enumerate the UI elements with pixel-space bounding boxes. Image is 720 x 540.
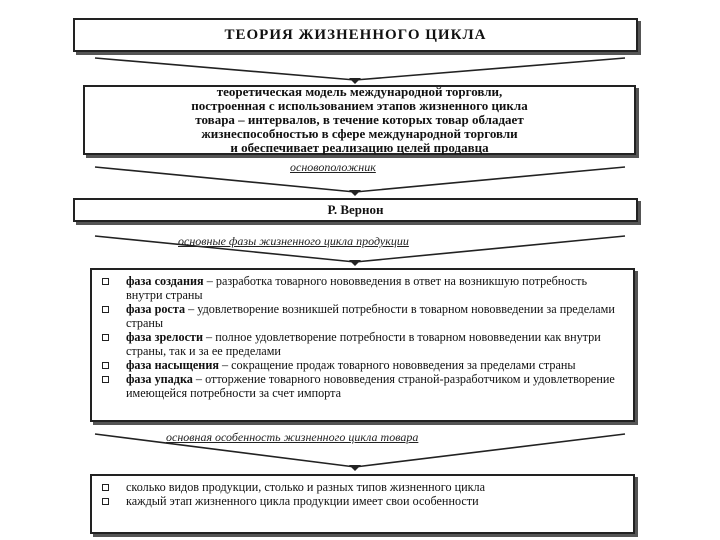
feature-label: основная особенность жизненного цикла товара [166, 430, 419, 444]
founder-name: Р. Вернон [327, 202, 384, 217]
founder-label: основоположник [290, 160, 376, 174]
square-bullet-icon [102, 376, 109, 383]
founder-box [73, 198, 638, 222]
phase-description: – разработка товарного нововведения в ответ на возникшую потребность внутри страны [126, 274, 588, 302]
definition-text: теоретическая модель международной торговли, построенная с использованием этапов жизненного цикла товара – интервалов, в течение которых товар обладает жизнеспособностью в сфере международной торговли и обеспечивает реализацию целей продавца [191, 84, 528, 155]
phase-item [100, 372, 625, 400]
phase-item [100, 274, 625, 302]
phase-item [100, 302, 625, 330]
phase-description: – полное удовлетворение потребности в товарном нововведении как внутри страны, так и за ее пределами [126, 330, 601, 358]
square-bullet-icon [102, 278, 109, 285]
phase-term: фаза зрелости [126, 330, 203, 344]
phase-item [100, 358, 625, 372]
phase-description: – удовлетворение возникшей потребности в товарном нововведении за пределами страны [126, 302, 615, 330]
square-bullet-icon [102, 498, 109, 505]
phase-item [100, 330, 625, 358]
feature-item [100, 494, 625, 508]
square-bullet-icon [102, 306, 109, 313]
theory-title-box [73, 18, 638, 52]
features-box [90, 474, 635, 534]
phase-term: фаза создания [126, 274, 204, 288]
phases-label: основные фазы жизненного цикла продукции [178, 234, 409, 248]
feature-text: сколько видов продукции, столько и разных типов жизненного цикла [126, 480, 486, 494]
feature-text: каждый этап жизненного цикла продукции имеет свои особенности [126, 494, 479, 508]
square-bullet-icon [102, 362, 109, 369]
phases-list [100, 274, 625, 400]
definition-box [83, 85, 636, 155]
features-list [100, 480, 625, 508]
phase-term: фаза роста [126, 302, 186, 316]
theory-title: ТЕОРИЯ ЖИЗНЕННОГО ЦИКЛА [224, 26, 487, 43]
phase-term: фаза упадка [126, 372, 193, 386]
phase-description: – отторжение товарного нововведения страной-разработчиком и удовлетворение имеющейся потребности за счет импорта [126, 372, 615, 400]
square-bullet-icon [102, 334, 109, 341]
phases-box [90, 268, 635, 422]
phase-term: фаза насыщения [126, 358, 219, 372]
square-bullet-icon [102, 484, 109, 491]
phase-description: – сокращение продаж товарного нововведения за пределами страны [218, 358, 576, 372]
feature-item [100, 480, 625, 494]
